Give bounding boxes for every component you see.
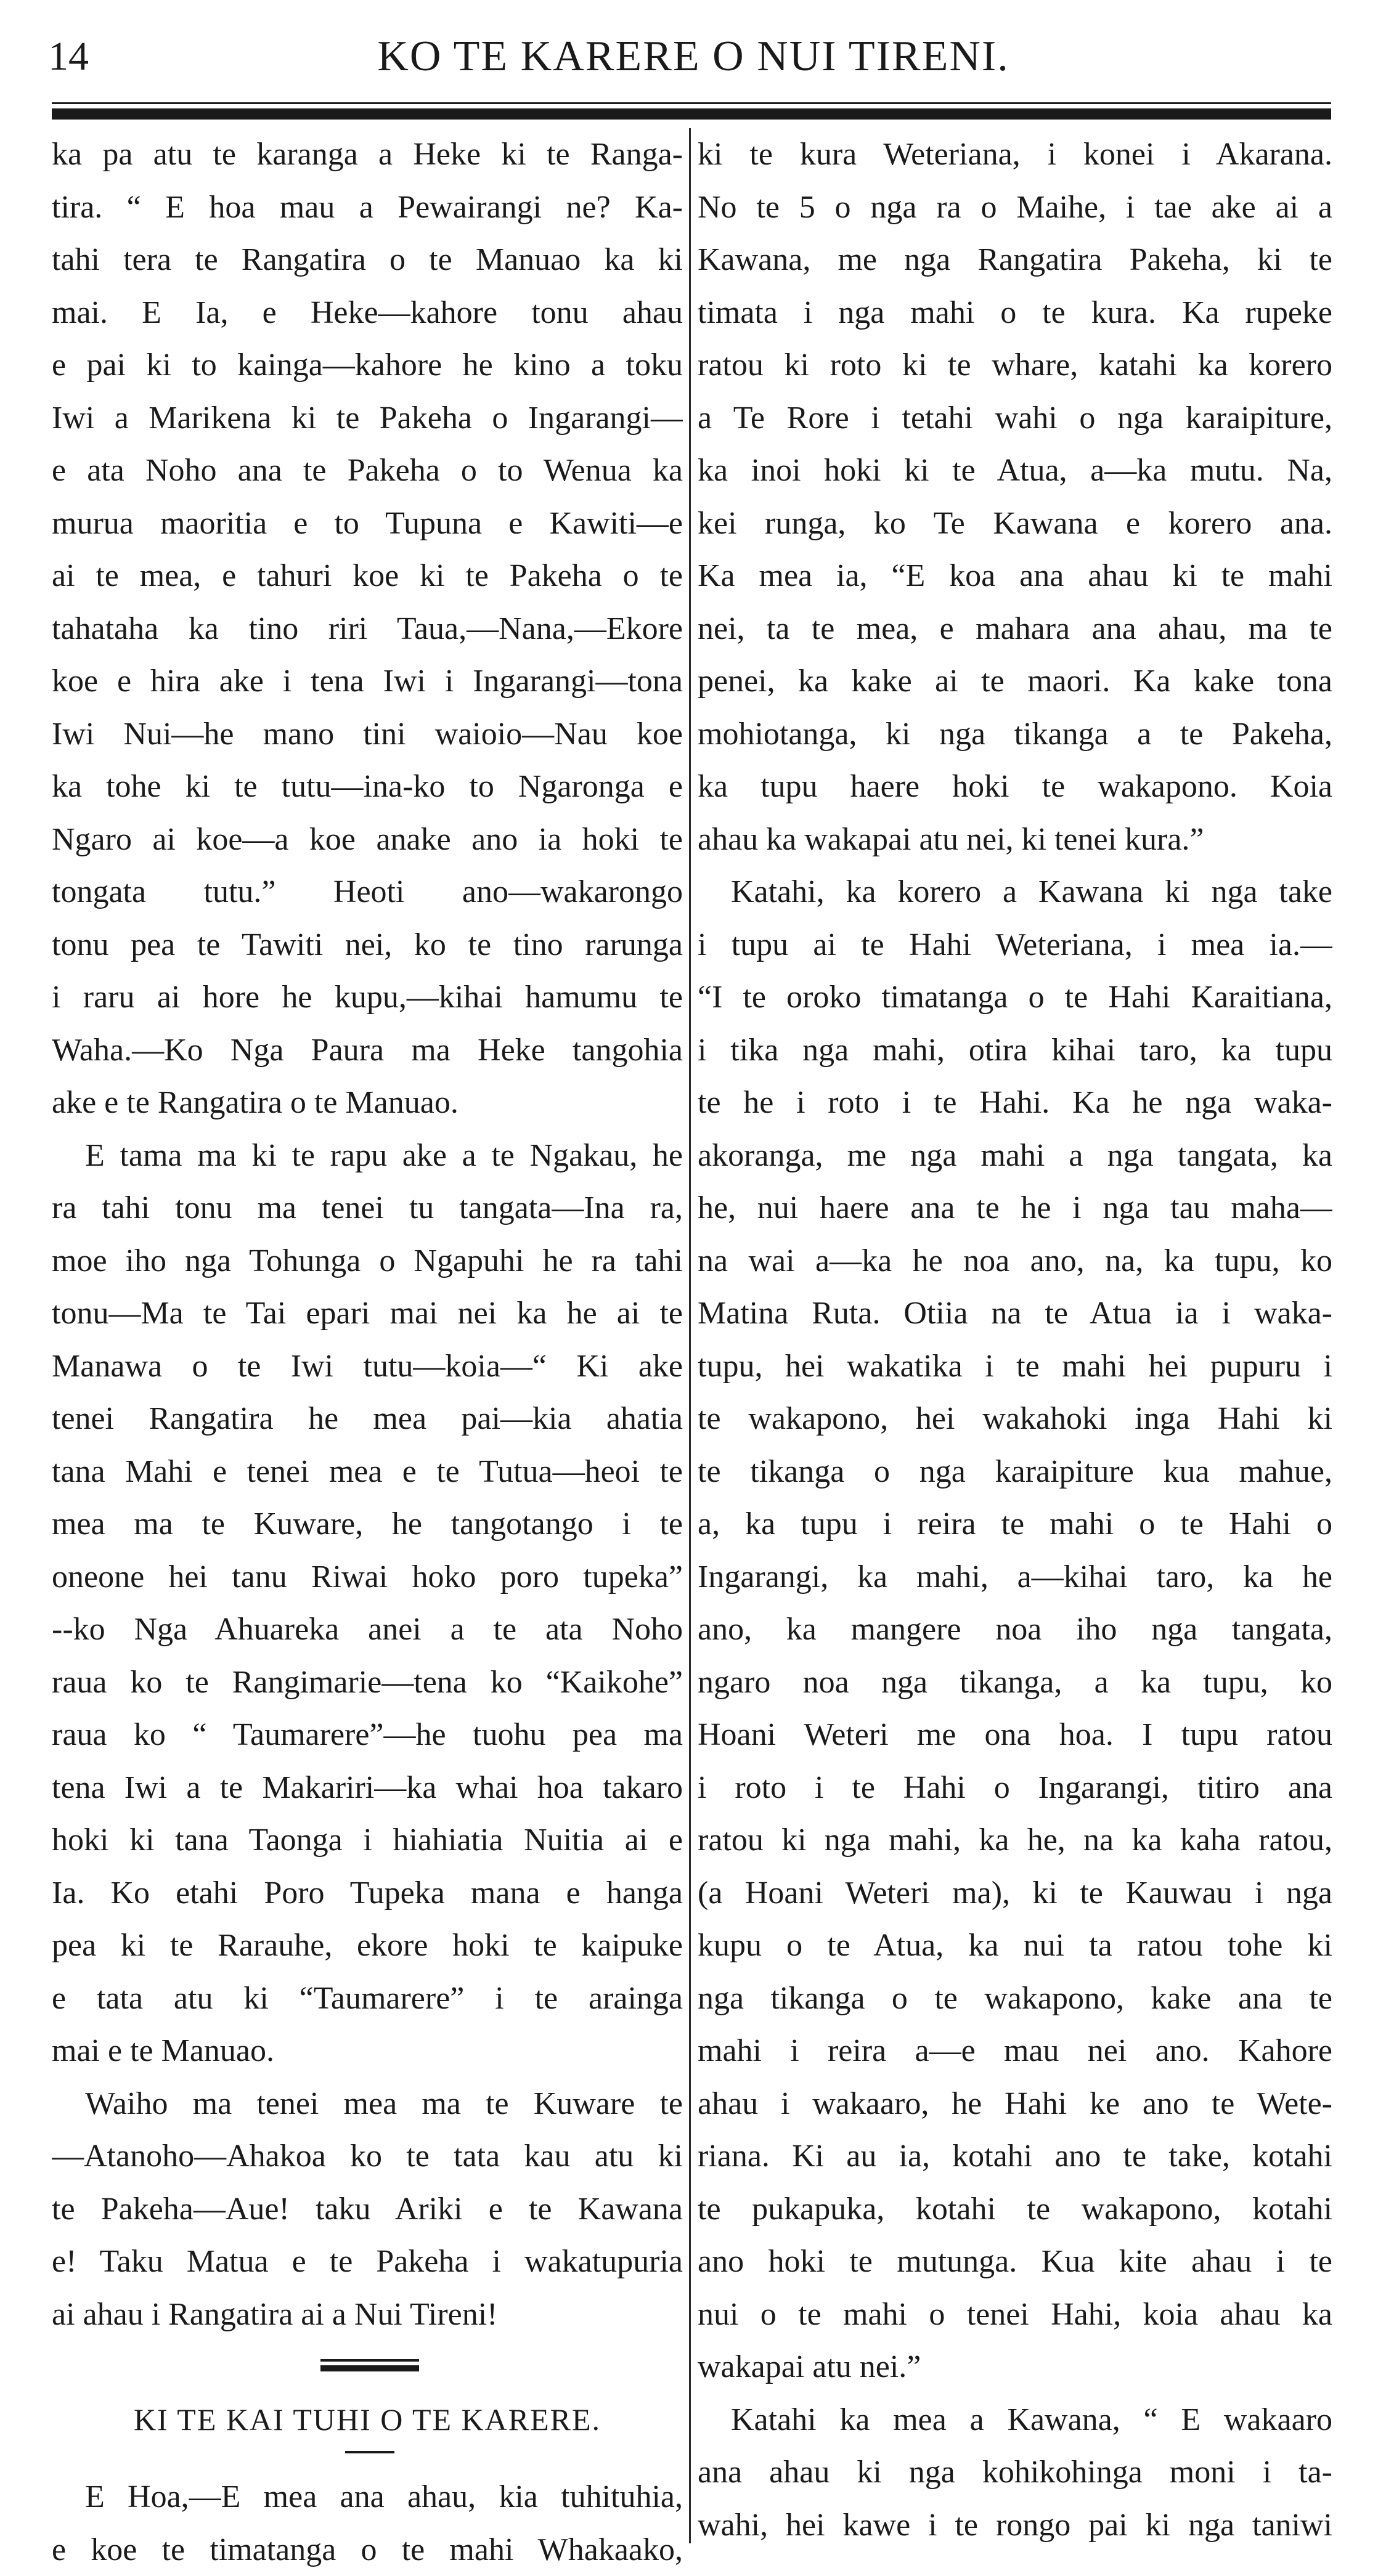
text-line: Katahi ka mea a Kawana, “ E wakaaro <box>698 2394 1332 2447</box>
text-line: ano, ka mangere noa iho nga tangata, <box>698 1603 1332 1656</box>
text-line: mohiotanga, ki nga tikanga a te Pakeha, <box>698 708 1332 761</box>
text-line: Manawa o te Iwi tutu—koia—“ Ki ake <box>52 1340 683 1393</box>
text-line: Ia. Ko etahi Poro Tupeka mana e hanga <box>52 1867 683 1920</box>
text-line: te he i roto i te Hahi. Ka he nga waka- <box>698 1076 1332 1129</box>
text-line: i tupu ai te Hahi Weteriana, i mea ia.— <box>698 919 1332 972</box>
text-line: e tata atu ki “Taumarere” i te arainga <box>52 1972 683 2025</box>
text-line: a, ka tupu i reira te mahi o te Hahi o <box>698 1498 1332 1551</box>
heading-short-rule <box>52 2446 683 2471</box>
text-line: pea ki te Rarauhe, ekore hoki te kaipuke <box>52 1919 683 1972</box>
text-line: nga tikanga o te wakapono, kake ana te <box>698 1972 1332 2025</box>
text-line: akoranga, me nga mahi a nga tangata, ka <box>698 1129 1332 1182</box>
text-line: No te 5 o nga ra o Maihe, i tae ake ai a <box>698 181 1332 234</box>
text-line: Waiho ma tenei mea ma te Kuware te <box>52 2078 683 2131</box>
text-line: Iwi Nui—he mano tini waioio—Nau koe <box>52 708 683 761</box>
text-line: Iwi a Marikena ki te Pakeha o Ingarangi— <box>52 392 683 445</box>
text-line: ka tupu haere hoki te wakapono. Koia <box>698 760 1332 813</box>
text-line: raua ko “ Taumarere”—he tuohu pea ma <box>52 1709 683 1761</box>
text-line: kei runga, ko Te Kawana e korero ana. <box>698 497 1332 550</box>
text-line: tahataha ka tino riri Taua,—Nana,—Ekore <box>52 603 683 656</box>
text-line: mai e te Manuao. <box>52 2025 683 2078</box>
text-line: wakapai atu nei.” <box>698 2341 1332 2394</box>
text-line: a Te Rore i tetahi wahi o nga karaipiture, <box>698 392 1332 445</box>
text-line: tahi tera te Rangatira o te Manuao ka ki <box>52 234 683 286</box>
text-line: tonu—Ma te Tai epari mai nei ka he ai te <box>52 1287 683 1340</box>
text-line: i raru ai hore he kupu,—kihai hamumu te <box>52 971 683 1024</box>
text-line: ano hoki te mutunga. Kua kite ahau i te <box>698 2235 1332 2288</box>
text-line: oneone hei tanu Riwai hoko poro tupeka” <box>52 1551 683 1604</box>
text-line: Matina Ruta. Otiia na te Atua ia i waka- <box>698 1287 1332 1340</box>
text-line: moe iho nga Tohunga o Ngapuhi he ra tahi <box>52 1235 683 1288</box>
text-line: E Hoa,—E mea ana ahau, kia tuhituhia, <box>52 2471 683 2524</box>
text-line: e koe te timatanga o te mahi Whakaako, <box>52 2524 683 2576</box>
text-line: ana ahau ki nga kohikohinga moni i ta- <box>698 2446 1332 2499</box>
text-line: Hoani Weteri me ona hoa. I tupu ratou <box>698 1709 1332 1761</box>
text-line: i roto i te Hahi o Ingarangi, titiro ana <box>698 1761 1332 1814</box>
text-line: he, nui haere ana te he i nga tau maha— <box>698 1182 1332 1235</box>
text-line: wahi, hei kawe i te rongo pai ki nga taniwi <box>698 2499 1332 2552</box>
header-thick-rule <box>52 108 1331 120</box>
text-line: ka inoi hoki ki te Atua, a—ka mutu. Na, <box>698 444 1332 497</box>
text-line: Waha.—Ko Nga Paura ma Heke tangohia <box>52 1024 683 1077</box>
text-line: tongata tutu.” Heoti ano—wakarongo <box>52 866 683 919</box>
text-line: riana. Ki au ia, kotahi ano te take, kotahi <box>698 2130 1332 2183</box>
text-line: ai ahau i Rangatira ai a Nui Tireni! <box>52 2288 683 2341</box>
text-line: tira. “ E hoa mau a Pewairangi ne? Ka- <box>52 181 683 234</box>
text-line: te pukapuka, kotahi te wakapono, kotahi <box>698 2183 1332 2236</box>
section-separator-rule <box>52 2341 683 2394</box>
text-line: E tama ma ki te rapu ake a te Ngakau, he <box>52 1129 683 1182</box>
text-line: ratou ki roto ki te whare, katahi ka korero <box>698 339 1332 392</box>
text-line: tana Mahi e tenei mea e te Tutua—heoi te <box>52 1445 683 1498</box>
text-line: murua maoritia e to Tupuna e Kawiti—e <box>52 497 683 550</box>
text-line: na wai a—ka he noa ano, na, ka tupu, ko <box>698 1235 1332 1288</box>
text-line: penei, ka kake ai te maori. Ka kake tona <box>698 655 1332 708</box>
text-line: e pai ki to kainga—kahore he kino a toku <box>52 339 683 392</box>
text-line: ka pa atu te karanga a Heke ki te Ranga- <box>52 128 683 181</box>
text-line: ra tahi tonu ma tenei tu tangata—Ina ra, <box>52 1182 683 1235</box>
text-line: “I te oroko timatanga o te Hahi Karaitiana, <box>698 971 1332 1024</box>
text-line: raua ko te Rangimarie—tena ko “Kaikohe” <box>52 1656 683 1709</box>
text-line: e ata Noho ana te Pakeha o to Wenua ka <box>52 444 683 497</box>
running-head-title: KO TE KARERE O NUI TIRENI. <box>185 32 1202 81</box>
text-line: te Pakeha—Aue! taku Ariki e te Kawana <box>52 2183 683 2236</box>
text-line: te tikanga o nga karaipiture kua mahue, <box>698 1445 1332 1498</box>
right-column <box>698 128 1332 2551</box>
text-line: timata i nga mahi o te kura. Ka rupeke <box>698 286 1332 339</box>
text-line: e! Taku Matua e te Pakeha i wakatupuria <box>52 2235 683 2288</box>
text-line: (a Hoani Weteri ma), ki te Kauwau i nga <box>698 1867 1332 1920</box>
text-line: kupu o te Atua, ka nui ta ratou tohe ki <box>698 1919 1332 1972</box>
text-line: ka tohe ki te tutu—ina-ko to Ngaronga e <box>52 760 683 813</box>
text-line: mai. E Ia, e Heke—kahore tonu ahau <box>52 286 683 339</box>
header-thin-rule <box>52 102 1331 104</box>
text-line: i tika nga mahi, otira kihai taro, ka tupu <box>698 1024 1332 1077</box>
text-line: ake e te Rangatira o te Manuao. <box>52 1076 683 1129</box>
text-line: ahau i wakaaro, he Hahi ke ano te Wete- <box>698 2078 1332 2131</box>
text-line: Ka mea ia, “E koa ana ahau ki te mahi <box>698 550 1332 603</box>
text-line: ki te kura Weteriana, i konei i Akarana. <box>698 128 1332 181</box>
text-line: tonu pea te Tawiti nei, ko te tino rarunga <box>52 919 683 972</box>
text-line: hoki ki tana Taonga i hiahiatia Nuitia ai e <box>52 1814 683 1867</box>
column-divider <box>689 128 691 2543</box>
text-line: tena Iwi a te Makariri—ka whai hoa takaro <box>52 1761 683 1814</box>
text-line: ngaro noa nga tikanga, a ka tupu, ko <box>698 1656 1332 1709</box>
text-line: nui o te mahi o tenei Hahi, koia ahau ka <box>698 2288 1332 2341</box>
left-column <box>52 128 683 2576</box>
page-number: 14 <box>48 32 89 81</box>
text-line: --ko Nga Ahuareka anei a te ata Noho <box>52 1603 683 1656</box>
text-line: ratou ki nga mahi, ka he, na ka kaha ratou, <box>698 1814 1332 1867</box>
text-line: mea ma te Kuware, he tangotango i te <box>52 1498 683 1551</box>
text-line: Ngaro ai koe—a koe anake ano ia hoki te <box>52 813 683 866</box>
text-line: Ingarangi, ka mahi, a—kihai taro, ka he <box>698 1551 1332 1604</box>
text-line: nei, ta te mea, e mahara ana ahau, ma te <box>698 603 1332 656</box>
text-line: tenei Rangatira he mea pai—kia ahatia <box>52 1392 683 1445</box>
text-line: —Atanoho—Ahakoa ko te tata kau atu ki <box>52 2130 683 2183</box>
text-line: Kawana, me nga Rangatira Pakeha, ki te <box>698 234 1332 286</box>
section-heading: KI TE KAI TUHI O TE KARERE. <box>52 2394 683 2447</box>
text-line: te wakapono, hei wakahoki inga Hahi ki <box>698 1392 1332 1445</box>
text-line: ai te mea, e tahuri koe ki te Pakeha o te <box>52 550 683 603</box>
text-line: Katahi, ka korero a Kawana ki nga take <box>698 866 1332 919</box>
text-line: ahau ka wakapai atu nei, ki tenei kura.” <box>698 813 1332 866</box>
text-line: mahi i reira a—e mau nei ano. Kahore <box>698 2025 1332 2078</box>
text-line: tupu, hei wakatika i te mahi hei pupuru i <box>698 1340 1332 1393</box>
text-line: koe e hira ake i tena Iwi i Ingarangi—tona <box>52 655 683 708</box>
